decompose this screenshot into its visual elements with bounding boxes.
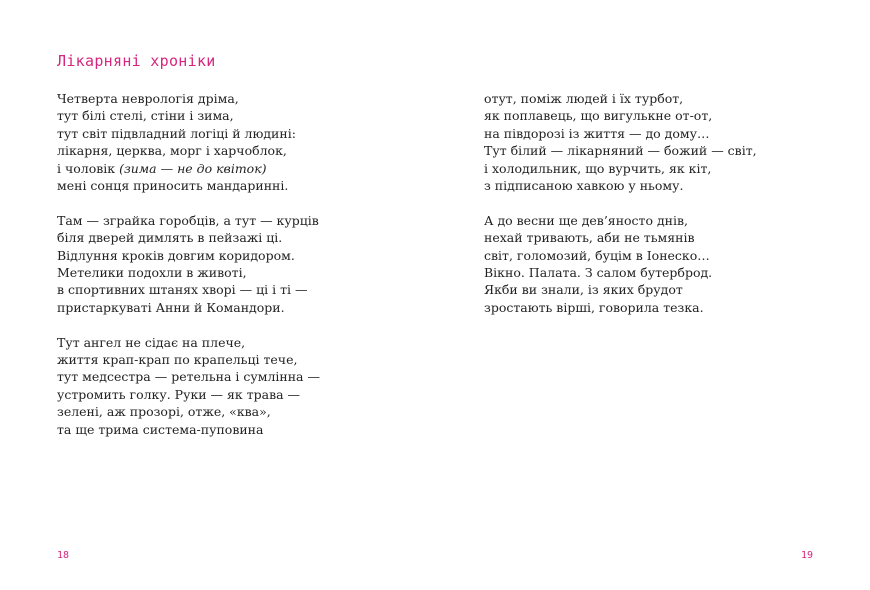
stanza [484,90,844,194]
poem-line: лікарня, церква, морг і харчоблок, [57,143,287,159]
poem-line: з підписаною хавкою у ньому. [484,178,684,194]
poem-line: отут, поміж людей і їх турбот, [484,91,684,106]
poem-line: Тут ангел не сідає на плече, [57,334,246,350]
poem-line: в спортивних штанях хворі — ці і ті — [57,282,308,298]
stanza [57,334,417,438]
poem-line: і холодильник, що вурчить, як кіт, [484,160,712,176]
page-number-right: 19 [801,550,814,561]
poem-line: Якби ви знали, із яких брудот [484,282,683,298]
poem-line: мені сонця приносить мандаринні. [57,178,289,194]
poem-title: Лікарняні хроніки [57,52,216,70]
page-number-left: 18 [57,550,70,561]
poem-line: тут білі стелі, стіни і зима, [57,108,234,124]
poem-line: устромить голку. Руки — як трава — [57,386,301,402]
poem-line: життя крап-крап по крапельці тече, [57,352,298,368]
poem-line: Там — зграйка горобців, а тут — курців [57,212,319,228]
stanza [57,212,417,316]
poem-line: Відлуння кроків довгим коридором. [57,247,295,263]
poem-line: Тут білий — лікарняний — божий — світ, [484,143,757,159]
poem-line [57,160,417,177]
poem-line: Метелики подохли в животі, [57,265,247,281]
right-column [484,90,844,334]
poem-line: тут світ підвладний логіці й людині: [57,125,296,141]
poem-line: світ, голомозий, буцім в Іонеско… [484,247,710,263]
poem-line: зелені, аж прозорі, отже, «ква», [57,404,271,420]
line-text: і чоловік [57,160,120,176]
poem-line: як поплавець, що вигулькне от-от, [484,108,713,124]
poem-line: пристаркуваті Анни й Командори. [57,299,285,315]
poem-line: Четверта неврологія дріма, [57,91,239,106]
poem-line: на півдорозі із життя — до дому… [484,125,710,141]
poem-line: А до весни ще дев’яносто днів, [484,212,688,228]
poem-line: біля дверей димлять в пейзажі ці. [57,230,283,246]
stanza [57,90,417,194]
poem-line: зростають вірші, говорила тезка. [484,299,704,315]
poem-line: нехай тривають, аби не тьмянів [484,230,695,246]
poem-line: тут медсестра — ретельна і сумлінна — [57,369,320,385]
poem-line: та ще трима система-пуповина [57,421,264,437]
italic-aside: (зима — не до квіток) [119,160,267,176]
left-column [57,90,417,455]
stanza [484,212,844,316]
poem-line: Вікно. Палата. З салом бутерброд. [484,265,713,281]
